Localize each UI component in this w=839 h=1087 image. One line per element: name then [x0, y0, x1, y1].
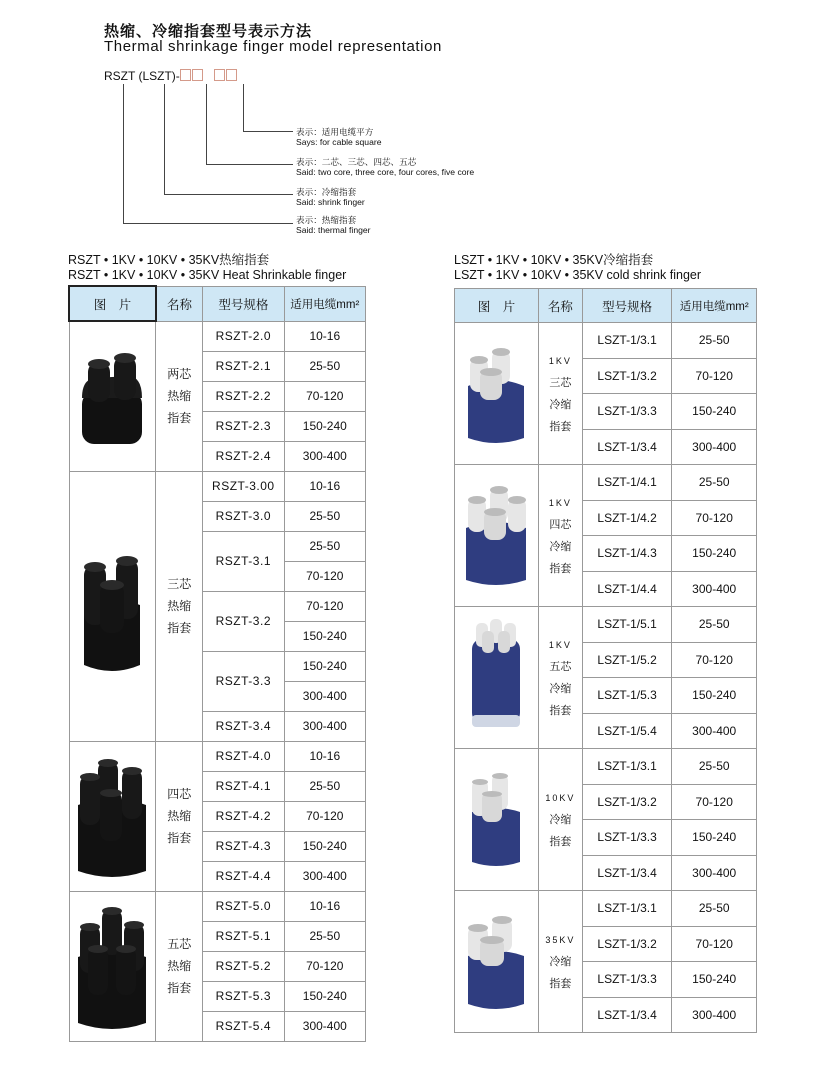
- cable-cell: 150-240: [284, 981, 365, 1011]
- group-name: 10KV 冷缩 指套: [538, 749, 582, 891]
- cable-cell: 70-120: [672, 358, 757, 394]
- cable-cell: 25-50: [284, 501, 365, 531]
- model-cell: RSZT-5.0: [203, 891, 285, 921]
- five-core-cold-finger-photo: [458, 611, 534, 741]
- product-image: [455, 465, 539, 607]
- placeholder-box: [226, 69, 237, 81]
- model-cell: LSZT-1/3.2: [582, 926, 672, 962]
- connector-line: [123, 223, 293, 224]
- col-header-model: 型号规格: [203, 286, 285, 321]
- model-cell: LSZT-1/4.4: [582, 571, 672, 607]
- cable-cell: 10-16: [284, 891, 365, 921]
- three-core-heat-finger-photo: [72, 525, 152, 685]
- group-name: 三芯 热缩 指套: [156, 471, 203, 741]
- model-cell: RSZT-3.1: [203, 531, 285, 591]
- cable-cell: 25-50: [672, 323, 757, 359]
- connector-line: [164, 194, 293, 195]
- cable-cell: 10-16: [284, 321, 365, 351]
- model-cell: RSZT-2.3: [203, 411, 285, 441]
- cable-cell: 150-240: [284, 621, 365, 651]
- cable-cell: 25-50: [284, 531, 365, 561]
- cable-cell: 70-120: [284, 951, 365, 981]
- model-cell: LSZT-1/3.4: [582, 997, 672, 1033]
- legend-cable-square: 表示：适用电缆平方 Says: for cable square: [296, 127, 382, 147]
- cable-cell: 300-400: [672, 429, 757, 465]
- four-core-heat-finger-photo: [72, 745, 152, 885]
- product-image: [69, 471, 156, 741]
- product-image: [455, 891, 539, 1033]
- model-cell: RSZT-3.0: [203, 501, 285, 531]
- cable-cell: 300-400: [284, 681, 365, 711]
- cable-cell: 10-16: [284, 471, 365, 501]
- connector-line: [123, 84, 124, 224]
- col-header-cable: 适用电缆mm²: [672, 289, 757, 323]
- product-image: [455, 607, 539, 749]
- cable-cell: 150-240: [672, 678, 757, 714]
- connector-line: [206, 164, 293, 165]
- product-image: [69, 321, 156, 471]
- connector-line: [243, 131, 293, 132]
- legend-cold-finger: 表示：冷缩指套 Said: shrink finger: [296, 187, 365, 207]
- cold-shrink-table: [454, 288, 757, 1033]
- model-cell: RSZT-3.3: [203, 651, 285, 711]
- col-header-picture: 图 片: [455, 289, 539, 323]
- product-image: [455, 749, 539, 891]
- group-name: 1KV 五芯 冷缩 指套: [538, 607, 582, 749]
- legend-heat-finger: 表示：热缩指套 Said: thermal finger: [296, 215, 371, 235]
- cable-cell: 25-50: [672, 465, 757, 501]
- four-core-cold-finger-photo: [458, 474, 534, 594]
- group-name: 1KV 三芯 冷缩 指套: [538, 323, 582, 465]
- cable-cell: 70-120: [672, 500, 757, 536]
- cable-cell: 25-50: [284, 921, 365, 951]
- connector-line: [206, 84, 207, 165]
- group-name: 1KV 四芯 冷缩 指套: [538, 465, 582, 607]
- model-cell: RSZT-4.1: [203, 771, 285, 801]
- cable-cell: 300-400: [284, 861, 365, 891]
- model-cell: RSZT-4.0: [203, 741, 285, 771]
- model-cell: LSZT-1/5.4: [582, 713, 672, 749]
- product-image: [69, 891, 156, 1041]
- group-name: 两芯 热缩 指套: [156, 321, 203, 471]
- model-code-prefix: RSZT (LSZT)-: [104, 69, 180, 83]
- placeholder-box: [180, 69, 191, 81]
- cable-cell: 25-50: [672, 749, 757, 785]
- model-cell: LSZT-1/3.4: [582, 429, 672, 465]
- model-cell: LSZT-1/4.3: [582, 536, 672, 572]
- model-cell: LSZT-1/3.3: [582, 820, 672, 856]
- legend-core-count: 表示：二芯、三芯、四芯、五芯 Said: two core, three core, four cores, five core: [296, 157, 475, 177]
- cable-cell: 70-120: [672, 926, 757, 962]
- model-cell: RSZT-2.0: [203, 321, 285, 351]
- cable-cell: 150-240: [672, 820, 757, 856]
- model-cell: RSZT-3.4: [203, 711, 285, 741]
- cable-cell: 300-400: [672, 855, 757, 891]
- model-cell: LSZT-1/3.3: [582, 962, 672, 998]
- group-name: 五芯 热缩 指套: [156, 891, 203, 1041]
- cable-cell: 300-400: [672, 713, 757, 749]
- three-core-cold-finger-photo: [458, 332, 534, 452]
- placeholder-box: [192, 69, 203, 81]
- cable-cell: 70-120: [672, 784, 757, 820]
- model-cell: LSZT-1/3.1: [582, 323, 672, 359]
- model-cell: LSZT-1/3.2: [582, 358, 672, 394]
- model-cell: LSZT-1/5.3: [582, 678, 672, 714]
- cable-cell: 70-120: [672, 642, 757, 678]
- model-cell: LSZT-1/5.2: [582, 642, 672, 678]
- cable-cell: 300-400: [284, 1011, 365, 1041]
- right-section-heading: LSZT • 1KV • 10KV • 35KV冷缩指套 LSZT • 1KV • 10KV • 35KV cold shrink finger: [454, 253, 702, 282]
- cable-cell: 150-240: [672, 536, 757, 572]
- model-cell: LSZT-1/5.1: [582, 607, 672, 643]
- title-en: Thermal shrinkage finger model representation: [104, 38, 442, 55]
- model-cell: LSZT-1/3.4: [582, 855, 672, 891]
- connector-line: [164, 84, 165, 195]
- connector-line: [243, 84, 244, 132]
- placeholder-box: [214, 69, 225, 81]
- model-cell: RSZT-2.2: [203, 381, 285, 411]
- left-section-heading: RSZT • 1KV • 10KV • 35KV热缩指套 RSZT • 1KV • 10KV • 35KV Heat Shrinkable finger: [68, 253, 347, 282]
- cable-cell: 150-240: [284, 831, 365, 861]
- group-name: 四芯 热缩 指套: [156, 741, 203, 891]
- cable-cell: 10-16: [284, 741, 365, 771]
- 35kv-cold-finger-photo: [458, 900, 534, 1020]
- group-name: 35KV 冷缩 指套: [538, 891, 582, 1033]
- cable-cell: 150-240: [284, 411, 365, 441]
- col-header-name: 名称: [538, 289, 582, 323]
- model-code: [104, 69, 238, 83]
- model-cell: LSZT-1/4.1: [582, 465, 672, 501]
- product-image: [455, 323, 539, 465]
- model-cell: LSZT-1/3.3: [582, 394, 672, 430]
- 10kv-cold-finger-photo: [458, 758, 534, 878]
- cable-cell: 70-120: [284, 591, 365, 621]
- product-image: [69, 741, 156, 891]
- col-header-cable: 适用电缆mm²: [284, 286, 365, 321]
- two-core-heat-finger-photo: [72, 340, 152, 450]
- model-cell: RSZT-3.2: [203, 591, 285, 651]
- heat-shrink-table: [68, 285, 366, 1042]
- cable-cell: 300-400: [672, 997, 757, 1033]
- col-header-model: 型号规格: [582, 289, 672, 323]
- model-cell: RSZT-5.2: [203, 951, 285, 981]
- col-header-picture: 图 片: [69, 286, 156, 321]
- model-cell: LSZT-1/3.1: [582, 749, 672, 785]
- cable-cell: 150-240: [672, 962, 757, 998]
- cable-cell: 70-120: [284, 561, 365, 591]
- title-cn: 热缩、冷缩指套型号表示方法: [104, 22, 313, 40]
- cable-cell: 300-400: [672, 571, 757, 607]
- cable-cell: 150-240: [284, 651, 365, 681]
- cable-cell: 300-400: [284, 441, 365, 471]
- five-core-heat-finger-photo: [72, 895, 152, 1035]
- model-cell: RSZT-5.4: [203, 1011, 285, 1041]
- model-cell: RSZT-5.3: [203, 981, 285, 1011]
- model-cell: RSZT-4.4: [203, 861, 285, 891]
- cable-cell: 25-50: [284, 351, 365, 381]
- cable-cell: 25-50: [672, 607, 757, 643]
- cable-cell: 25-50: [284, 771, 365, 801]
- col-header-name: 名称: [156, 286, 203, 321]
- cable-cell: 70-120: [284, 381, 365, 411]
- cable-cell: 300-400: [284, 711, 365, 741]
- cable-cell: 150-240: [672, 394, 757, 430]
- model-cell: RSZT-2.1: [203, 351, 285, 381]
- model-cell: LSZT-1/3.2: [582, 784, 672, 820]
- model-cell: RSZT-3.00: [203, 471, 285, 501]
- model-cell: RSZT-5.1: [203, 921, 285, 951]
- model-cell: RSZT-4.2: [203, 801, 285, 831]
- model-cell: RSZT-4.3: [203, 831, 285, 861]
- cable-cell: 25-50: [672, 891, 757, 927]
- cable-cell: 70-120: [284, 801, 365, 831]
- model-cell: RSZT-2.4: [203, 441, 285, 471]
- model-cell: LSZT-1/3.1: [582, 891, 672, 927]
- model-cell: LSZT-1/4.2: [582, 500, 672, 536]
